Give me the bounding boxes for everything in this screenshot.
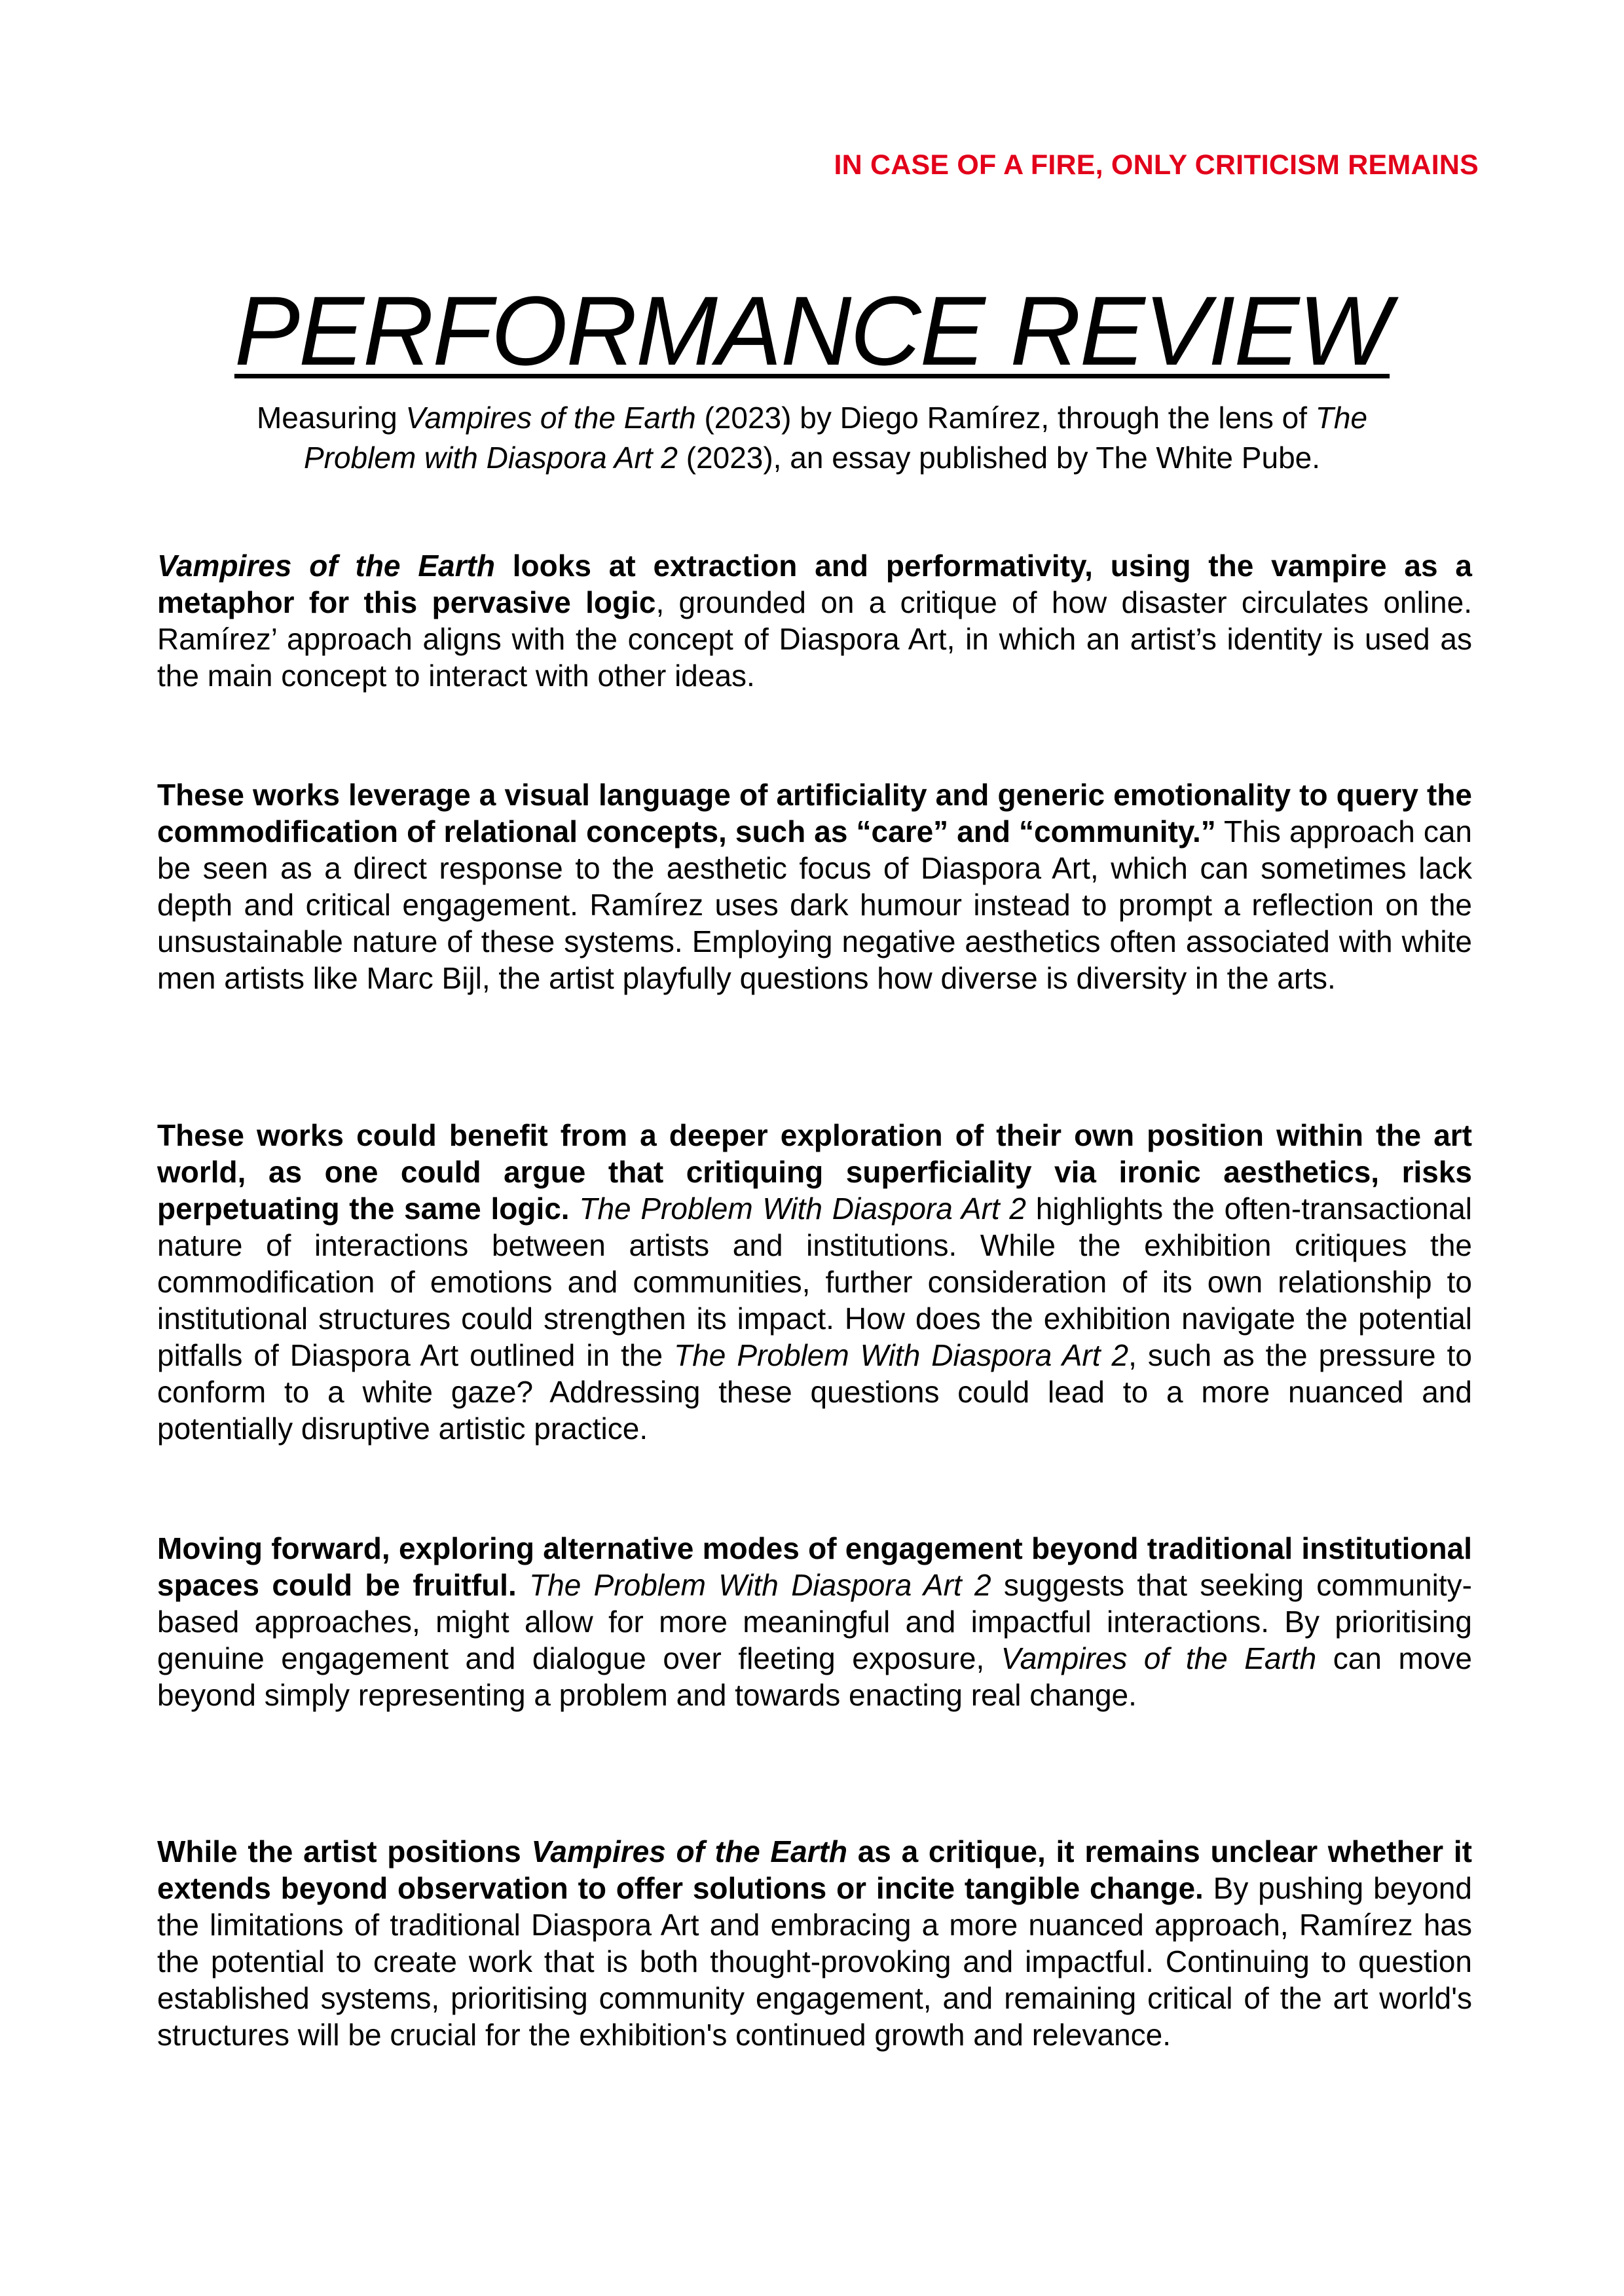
subtitle-text: Measuring [256, 401, 406, 435]
subtitle-text: (2023), an essay published by The White Pube. [677, 441, 1321, 475]
bold-phrase: While the artist positions [157, 1834, 532, 1868]
bold-italic-phrase: Vampires of the Earth [531, 1834, 847, 1868]
bold-phrase: These works could benefit from a deeper exploration of their own position within the art world, as one could argue that critiquing superficiality via ironic aesthetics, risks perpetuating the same logic. [157, 1118, 1472, 1226]
bold-italic-phrase: Vampires of the Earth [157, 549, 495, 583]
body-text: highlights the often-transactional nature of interactions between artists and institutions. While the exhibition critiques the commodification of emotions and communities, further consideration of its own relationship to institutional structures could strengthen its impact. How does the exhibition navigate the potential pitfalls of Diaspora Art outlined in the [157, 1192, 1473, 1372]
subtitle-text: (2023) by Diego Ramírez, through the lens of [695, 401, 1316, 435]
paragraph-4 [157, 1530, 1472, 1713]
body-text: This approach can be seen as a direct response to the aesthetic focus of Diaspora Art, which can sometimes lack depth and critical engagement. Ramírez uses dark humour instead to prompt a reflection on the unsustainable nature of these systems. Employing negative aesthetics often associated with white men artists like Marc Bijl, the artist playfully questions how diverse is diversity in the arts. [157, 814, 1472, 995]
body-text: , grounded on a critique of how disaster circulates online. Ramírez’ approach aligns with the concept of Diaspora Art, in which an artist’s identity is used as the main concept to interact with other ideas. [157, 585, 1472, 693]
italic-title: The Problem With Diaspora Art 2 [579, 1192, 1027, 1226]
paragraph-3 [157, 1117, 1472, 1447]
paragraph-5 [157, 1833, 1472, 2053]
paragraph-2 [157, 776, 1472, 996]
subtitle [236, 398, 1388, 478]
bold-phrase: looks at extraction and performativity, using the vampire as a metaphor for this pervasive logic [157, 549, 1472, 619]
body-text: By pushing beyond the limitations of traditional Diaspora Art and embracing a more nuanced approach, Ramírez has the potential to create work that is both thought-provoking and impactful. Continuing to question established systems, prioritising community engagement, and remaining critical of the art world's structures will be crucial for the exhibition's continued growth and relevance. [157, 1871, 1472, 2052]
bold-phrase: These works leverage a visual language of artificiality and generic emotionality to query the commodification of relational concepts, such as “care” and “community.” [157, 778, 1472, 848]
subtitle-essay-title: The Problem with Diaspora Art 2 [303, 401, 1368, 475]
body-text: suggests that seeking community-based approaches, might allow for more meaningful and impactful interactions. By prioritising genuine engagement and dialogue over fleeting exposure, [157, 1568, 1472, 1675]
italic-title: The Problem With Diaspora Art 2 [529, 1568, 991, 1602]
page-title-text: PERFORMANCE REVIEW [234, 276, 1390, 386]
italic-title: The Problem With Diaspora Art 2 [674, 1338, 1129, 1372]
page-title [0, 276, 1624, 386]
bold-phrase: as a critique, it remains unclear whether it extends beyond observation to offer solutions or incite tangible change. [157, 1834, 1472, 1905]
italic-title: Vampires of the Earth [1001, 1641, 1317, 1675]
body-text: , such as the pressure to conform to a white gaze? Addressing these questions could lead to a more nuanced and potentially disruptive artistic practice. [157, 1338, 1472, 1446]
paragraph-1 [157, 547, 1472, 694]
bold-phrase: Moving forward, exploring alternative modes of engagement beyond traditional institutional spaces could be fruitful. [157, 1531, 1472, 1602]
header-kicker: IN CASE OF A FIRE, ONLY CRITICISM REMAINS [834, 149, 1479, 181]
body-text: can move beyond simply representing a problem and towards enacting real change. [157, 1641, 1472, 1712]
subtitle-work-title: Vampires of the Earth [405, 401, 696, 435]
